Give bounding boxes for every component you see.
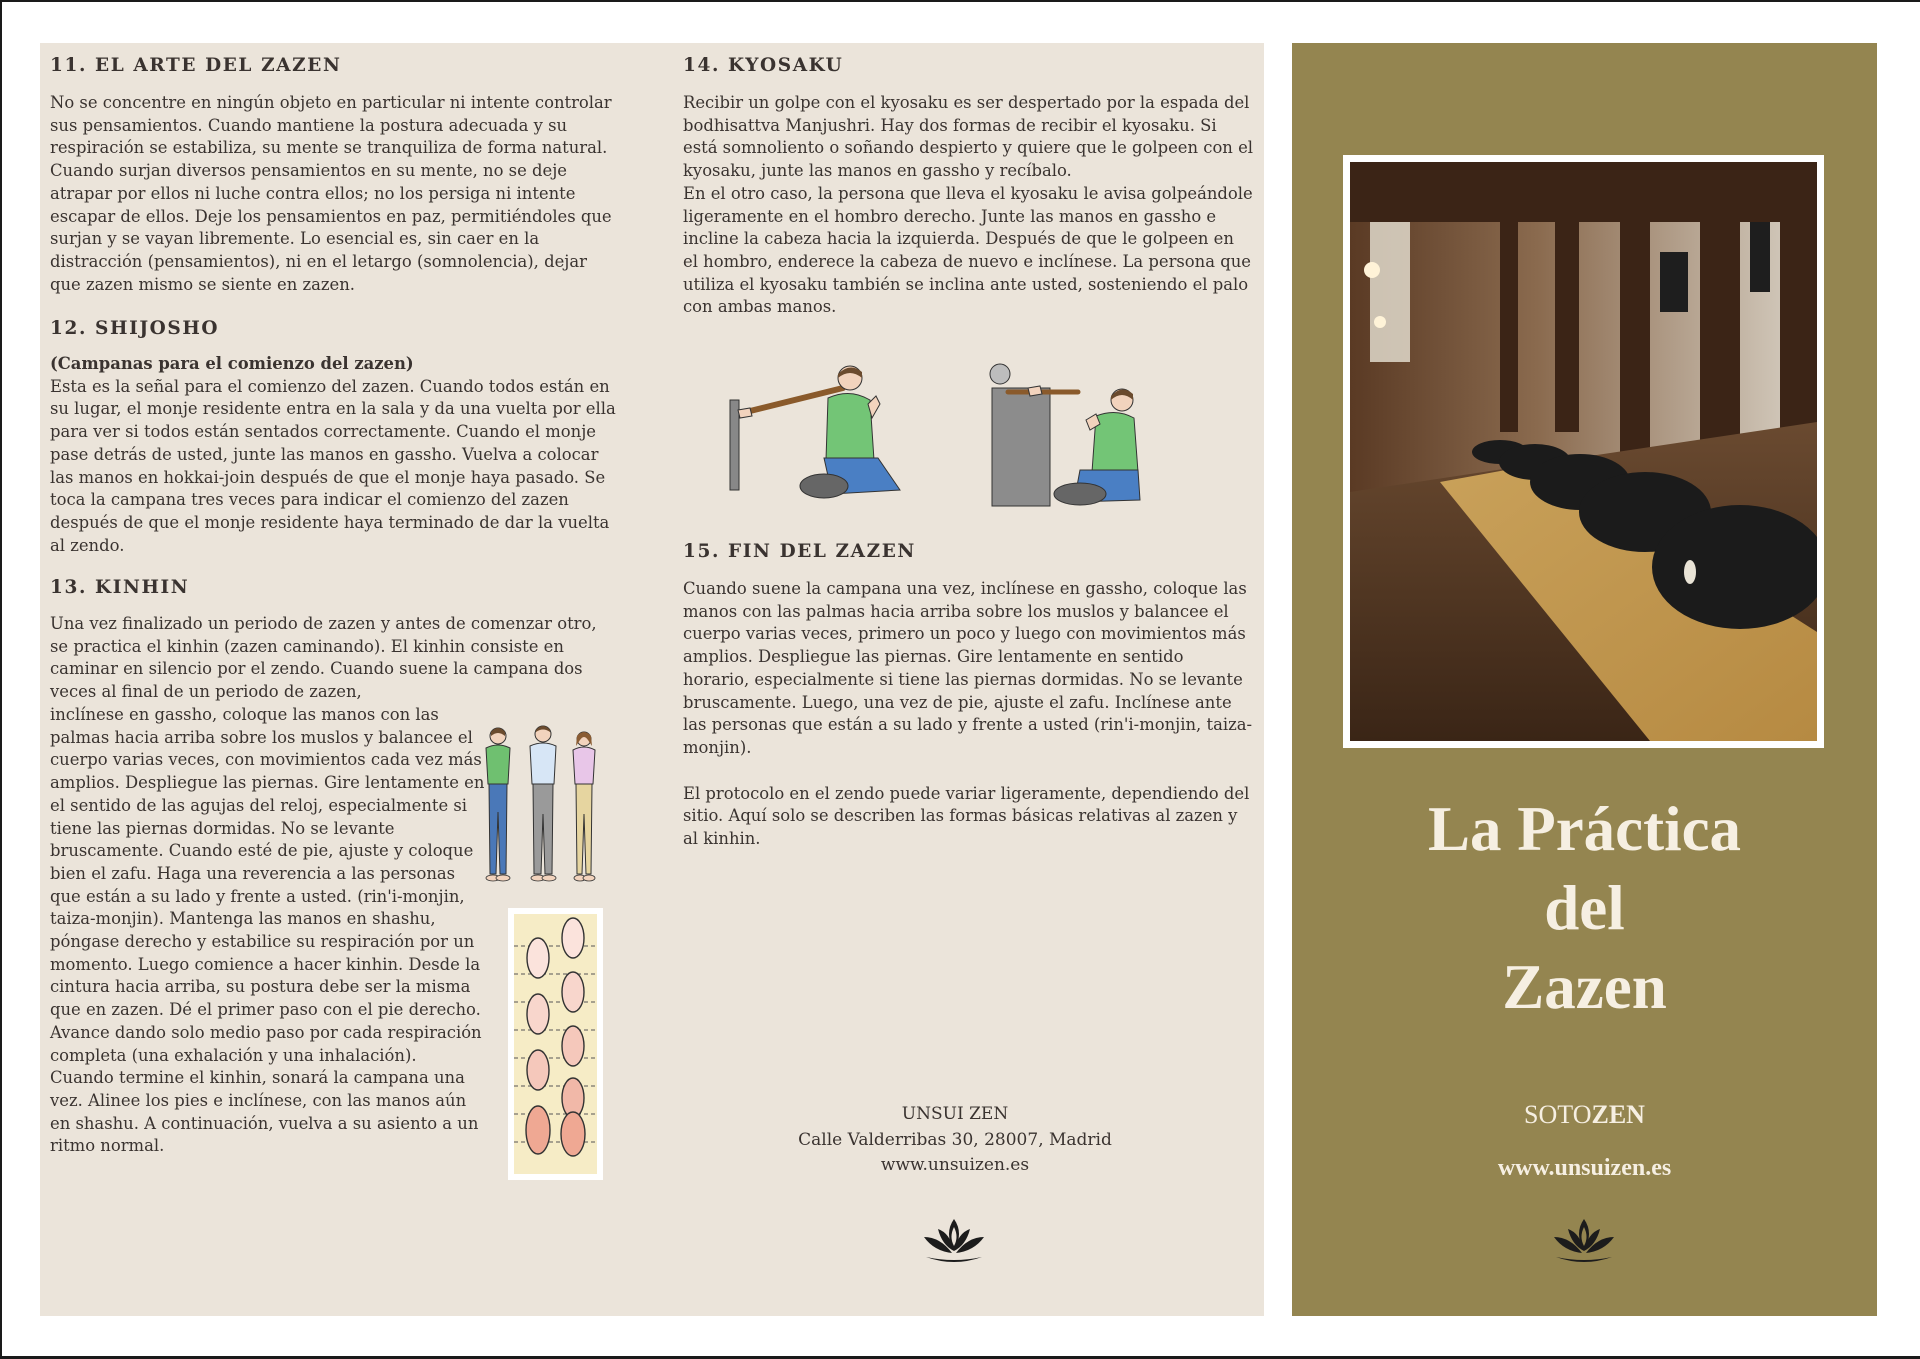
cover-title [1292, 790, 1877, 1027]
frame-left-line [0, 0, 2, 1359]
frame-top-line [0, 0, 1920, 2]
kinhin-people-illustration [478, 722, 603, 887]
section-11-text: No se concentre en ningún objeto en particular ni intente controlar sus pensamientos. Cuando mantiene la postura adecuada y su respiración se estabiliza, su mente se tranquiliza de forma natural. Cuando surjan diversos pensamientos en su mente, no se deje atrapar por ellos ni luche contra ellos; no los persiga ni intente escapar de ellos. Deje los pensamientos en paz, permitiéndoles que surjan y se vayan libremente. Lo esencial es, sin caer en la distracción (pensamientos), ni en el letargo (somnolencia), dejar que zazen mismo se siente en zazen. [50, 93, 612, 294]
lotus-icon [1548, 1215, 1620, 1269]
kyosaku-illustration-front [728, 360, 913, 505]
section-15-text-2: El protocolo en el zendo puede variar ligeramente, dependiendo del sitio. Aquí solo se describen las formas básicas relativas al zazen y al kinhin. [683, 783, 1250, 849]
brand-logo-text [1292, 1100, 1877, 1130]
section-14-title: 14. KYOSAKU [683, 55, 844, 76]
brand-zen: ZEN [1591, 1100, 1645, 1129]
kyosaku-illustration-side [988, 360, 1153, 510]
section-13-body-b [50, 704, 485, 1158]
section-11-title: 11. EL ARTE DEL ZAZEN [50, 55, 342, 76]
section-14-text-1: Recibir un golpe con el kyosaku es ser despertado por la espada del bodhisattva Manjushri. Hay dos formas de recibir el kyosaku. Si está somnoliento o soñando despierto y quiere que le golpeen con el kyosaku, junte las manos en gassho y recíbalo. [683, 93, 1254, 181]
person-green [486, 728, 510, 881]
section-13-body-a [50, 613, 600, 704]
section-14-text-2: En el otro caso, la persona que lleva el kyosaku le avisa golpeándole ligeramente en el hombro derecho. Junte las manos en gassho e incline la cabeza hacia la izquierda. Después de que le golpeen en el hombro, enderece la cabeza de nuevo e inclínese. La persona que utiliza el kyosaku también se inclina ante usted, sosteniendo el palo con ambas manos. [683, 183, 1253, 317]
section-12-body [50, 353, 620, 557]
lotus-icon [918, 1215, 990, 1269]
cover-title-line-3: Zazen [1502, 952, 1667, 1022]
footer-website-link[interactable]: www.unsuizen.es [880, 1155, 1030, 1175]
section-13-title: 13. KINHIN [50, 577, 190, 598]
footer-street-address: Calle Valderribas 30, 28007, Madrid [798, 1129, 1112, 1150]
section-13-text-a: Una vez finalizado un periodo de zazen y antes de comenzar otro, se practica el kinhin (zazen caminando). El kinhin consiste en caminar en silencio por el zendo. Cuando suene la campana dos veces al final de un periodo de zazen, [50, 614, 597, 702]
person-blue-shirt [530, 726, 556, 881]
cover-website-link[interactable]: www.unsuizen.es [1497, 1155, 1672, 1181]
section-14-body [683, 92, 1253, 319]
section-12-title: 12. SHIJOSHO [50, 318, 220, 339]
cover-title-line-2: del [1544, 873, 1625, 943]
section-15-title: 15. FIN DEL ZAZEN [683, 541, 916, 562]
cover-title-line-1: La Práctica [1427, 794, 1742, 864]
person-pink-shirt [573, 732, 595, 881]
section-15-body [683, 578, 1253, 851]
footer-org-name: UNSUI ZEN [901, 1104, 1009, 1124]
section-12-subtitle: (Campanas para el comienzo del zazen) [50, 354, 414, 373]
brand-soto: SOTO [1524, 1100, 1592, 1129]
kinhin-footsteps-diagram [508, 908, 603, 1180]
section-13-text-b: inclínese en gassho, coloque las manos con las palmas hacia arriba sobre los muslos y balancee el cuerpo varias veces, con movimientos cada vez más amplios. Despliegue las piernas. Gire lentamente en el sentido de las agujas del reloj, especialmente si tiene las piernas dormidas. No se levante bruscamente. Cuando esté de pie, ajuste y coloque bien el zafu. Haga una reverencia a las personas que están a su lado y frente a usted. (rin'i-monjin, taiza-monjin). Mantenga las manos en shashu, póngase derecho y estabilice su respiración por un momento. Luego comience a hacer kinhin. Desde la cintura hacia arriba, su postura debe ser la misma que en zazen. Dé el primer paso con el pie derecho. Avance dando solo medio paso por cada respiración completa (una exhalación y una inhalación). Cuando termine el kinhin, sonará la campana una vez. Alinee los pies e inclínese, con las manos aún en shashu. A continuación, vuelva a su asiento a un ritmo normal. [50, 705, 485, 1156]
footer-address-block [700, 1102, 1210, 1179]
section-12-text: Esta es la señal para el comienzo del zazen. Cuando todos están en su lugar, el monje residente entra en la sala y da una vuelta por ella para ver si todos están sentados correctamente. Cuando el monje pase detrás de usted, junte las manos en gassho. Vuelva a colocar las manos en hokkai-join después de que el monje haya pasado. Se toca la campana tres veces para indicar el comienzo del zazen después de que el monje residente haya terminado de dar la vuelta al zendo. [50, 376, 616, 555]
section-15-text-1: Cuando suene la campana una vez, inclínese en gassho, coloque las manos con las palmas hacia arriba sobre los muslos y balancee el cuerpo varias veces, primero un poco y luego con movimientos más amplios. Despliegue las piernas. Gire lentamente en sentido horario, especialmente si tiene las piernas dormidas. No se levante bruscamente. Luego, una vez de pie, ajuste el zafu. Inclínese ante las personas que están a su lado y frente a usted (rin'i-monjin, taiza-monjin). [683, 579, 1253, 757]
zendo-photo [1350, 162, 1817, 741]
section-11-body [50, 92, 620, 296]
